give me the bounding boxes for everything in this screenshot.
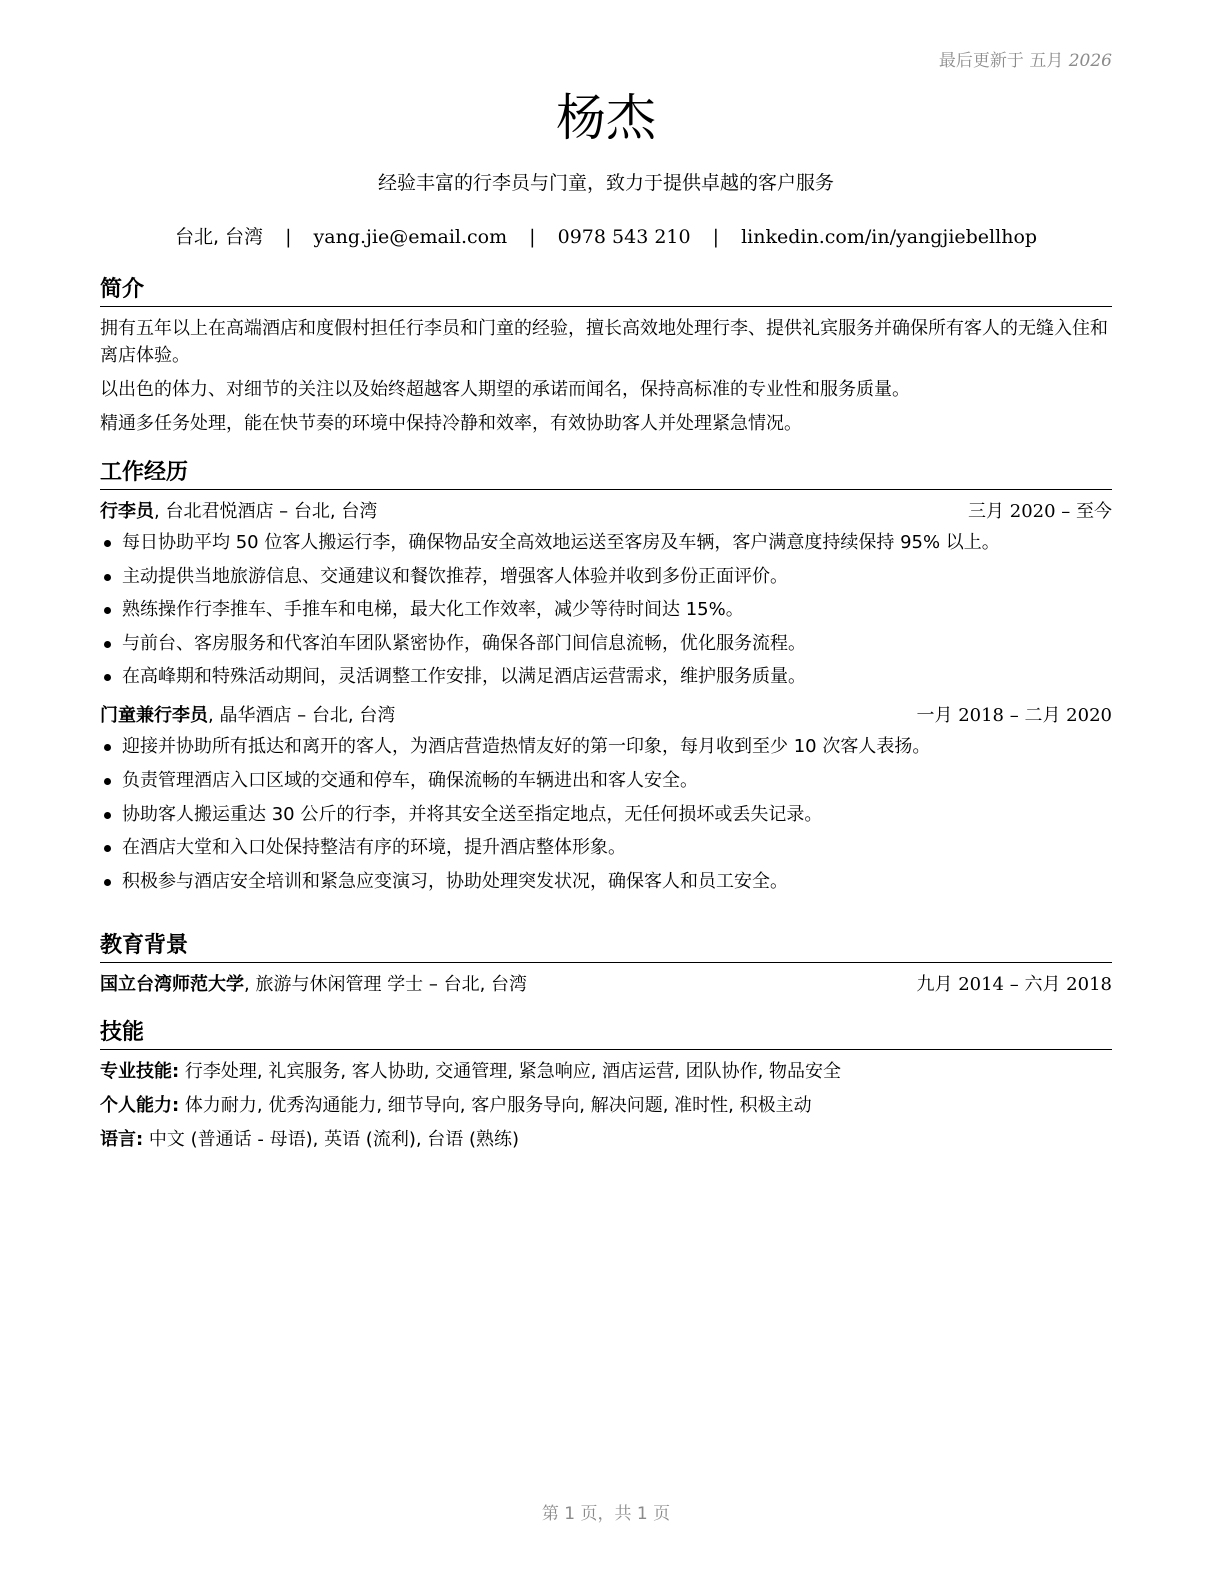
job-bullet: 与前台、客房服务和代客泊车团队紧密协作，确保各部门间信息流畅，优化服务流程。 (100, 630, 1112, 657)
skill-line-personal (100, 1092, 1112, 1119)
job-bullet: 在酒店大堂和入口处保持整洁有序的环境，提升酒店整体形象。 (100, 834, 1112, 861)
summary-paragraph: 精通多任务处理，能在快节奏的环境中保持冷静和效率，有效协助客人并处理紧急情况。 (100, 413, 802, 434)
page-indicator: 第 1 页，共 1 页 (541, 1504, 671, 1524)
job-bullet: 积极参与酒店安全培训和紧急应变演习，协助处理突发状况，确保客人和员工安全。 (100, 868, 1112, 895)
job-entry (100, 498, 1112, 690)
degree-detail: , 旅游与休闲管理 学士 – 台北, 台湾 (244, 974, 528, 995)
section-title-experience: 工作经历 (100, 459, 1112, 490)
candidate-name: 杨杰 (556, 89, 656, 147)
job-org: , 晶华酒店 – 台北, 台湾 (208, 705, 396, 727)
job-bullets (100, 529, 1112, 690)
last-updated (939, 46, 1112, 71)
skill-value: 行李处理, 礼宾服务, 客人协助, 交通管理, 紧急响应, 酒店运营, 团队协作, 物品安全 (179, 1061, 842, 1082)
section-title-education: 教育背景 (100, 932, 1112, 963)
school-name: 国立台湾师范大学 (100, 974, 244, 995)
job-title-line (100, 702, 395, 729)
education-title-line (100, 971, 527, 998)
resume-page (100, 0, 1112, 1584)
job-bullet: 负责管理酒店入口区域的交通和停车，确保流畅的车辆进出和客人安全。 (100, 767, 1112, 794)
job-bullet: 在高峰期和特殊活动期间，灵活调整工作安排，以满足酒店运营需求，维护服务质量。 (100, 663, 1112, 690)
skill-value: 中文 (普通话 - 母语), 英语 (流利), 台语 (熟练) (143, 1129, 520, 1150)
summary-paragraph: 拥有五年以上在高端酒店和度假村担任行李员和门童的经验，擅长高效地处理行李、提供礼宾服务并确保所有客人的无缝入住和离店体验。 (100, 318, 1108, 366)
experience-section (100, 459, 1112, 901)
summary-paragraph: 以出色的体力、对细节的关注以及始终超越客人期望的承诺而闻名，保持高标准的专业性和服务质量。 (100, 379, 910, 400)
summary-section (100, 276, 1112, 444)
contact-separator: | (712, 226, 720, 248)
skill-label: 语言: (100, 1129, 144, 1150)
contact-email[interactable]: yang.jie@email.com (313, 226, 508, 248)
job-bullet: 迎接并协助所有抵达和离开的客人，为酒店营造热情友好的第一印象，每月收到至少 10 次客人表扬。 (100, 733, 1112, 760)
skill-value: 体力耐力, 优秀沟通能力, 细节导向, 客户服务导向, 解决问题, 准时性, 积极主动 (179, 1095, 812, 1116)
contact-separator: | (529, 226, 536, 248)
job-bullet: 协助客人搬运重达 30 公斤的行李，并将其安全送至指定地点，无任何损坏或丢失记录。 (100, 801, 1112, 828)
job-header (100, 702, 1112, 729)
contact-separator: | (285, 226, 292, 248)
job-role: 门童兼行李员 (100, 705, 208, 727)
education-date: 九月 2014 – 六月 2018 (916, 974, 1112, 995)
job-entry (100, 702, 1112, 894)
skill-label: 专业技能: (100, 1061, 180, 1082)
job-header (100, 498, 1112, 525)
contact-line (100, 224, 1112, 250)
tagline: 经验丰富的行李员与门童，致力于提供卓越的客户服务 (377, 172, 834, 194)
job-org: , 台北君悦酒店 – 台北, 台湾 (154, 501, 378, 522)
job-bullet: 熟练操作行李推车、手推车和电梯，最大化工作效率，减少等待时间达 15%。 (100, 596, 1112, 623)
skill-label: 个人能力: (100, 1095, 180, 1116)
job-role: 行李员 (100, 501, 154, 522)
contact-location: 台北, 台湾 (174, 226, 264, 248)
skill-line-languages (100, 1126, 1112, 1153)
job-title-line (100, 498, 377, 525)
job-date: 三月 2020 – 至今 (968, 501, 1112, 522)
section-title-summary: 简介 (100, 276, 1112, 307)
job-bullet: 主动提供当地旅游信息、交通建议和餐饮推荐，增强客人体验并收到多份正面评价。 (100, 563, 1112, 590)
job-bullet: 每日协助平均 50 位客人搬运行李，确保物品安全高效地运送至客房及车辆，客户满意度持续保持 95% 以上。 (100, 529, 1112, 556)
job-bullets (100, 733, 1112, 894)
contact-linkedin[interactable]: linkedin.com/in/yangjiebellhop (741, 226, 1038, 248)
last-updated-label: 最后更新于 五月 (938, 51, 1064, 71)
section-title-skills: 技能 (100, 1019, 1112, 1050)
last-updated-year: 2026 (1068, 51, 1112, 71)
education-section (100, 932, 1112, 998)
skills-section (100, 1019, 1112, 1160)
job-date: 一月 2018 – 二月 2020 (916, 705, 1112, 727)
education-entry (100, 971, 1112, 998)
skill-line-professional (100, 1058, 1112, 1085)
contact-phone[interactable]: 0978 543 210 (557, 226, 691, 248)
